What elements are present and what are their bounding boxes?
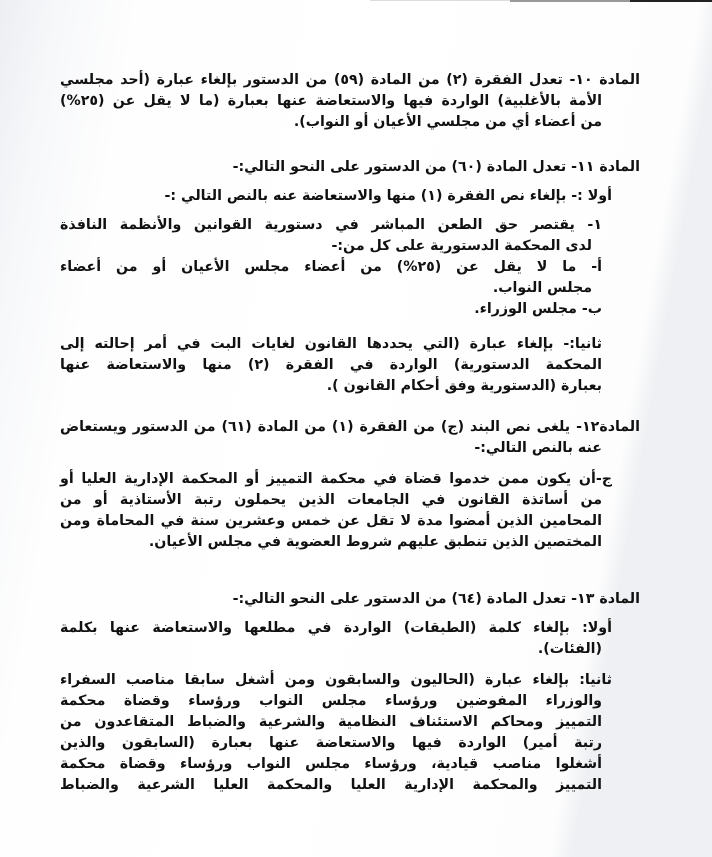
article-12-heading: عنه بالنص التالي:- [474, 440, 602, 456]
document-body [60, 70, 640, 796]
article-12-item-j: ج-أن يكون ممن خدموا قضاة في محكمة التمييز أو المحكمة الإدارية العليا أو [60, 471, 612, 487]
article-11-heading: المادة ١١- تعدل المادة (٦٠) من الدستور على النحو التالي:- [232, 159, 640, 175]
article-13-second: ثانيا: بإلغاء عبارة (الحاليون والسابقون ومن أشغل سابقا مناصب السفراء [60, 672, 612, 688]
article-10 [60, 70, 640, 133]
article-11-first: أولا :- بإلغاء نص الفقرة (١) منها والاستعاضة عنه بالنص التالي :- [164, 188, 612, 204]
article-13-heading: المادة ١٣- تعدل المادة (٦٤) من الدستور على النحو التالي:- [232, 591, 640, 607]
scan-edge [370, 0, 712, 2]
article-11-item-b: ب- مجلس الوزراء. [474, 301, 602, 317]
article-12-item-j: المختصين الذين تنطبق عليهم شروط العضوية في مجلس الأعيان. [148, 534, 602, 550]
article-11-second: بعبارة (الدستورية وفق أحكام القانون ). [326, 378, 602, 394]
article-13-first: (الفئات). [537, 641, 602, 657]
article-10-line: من أعضاء أي من مجلسي الأعيان أو النواب). [293, 114, 602, 130]
article-11-item-a: مجلس النواب. [492, 280, 592, 296]
article-12-item-j: المحامين الذين أمضوا مدة لا تقل عن خمس وعشرين سنة في المحاماة ومن [60, 513, 602, 529]
article-10-line: الأمة بالأغلبية) الواردة فيها والاستعاضة عنها بعبارة (ما لا يقل عن (٢٥%) [60, 93, 602, 109]
article-12-heading: المادة١٢- يلغى نص البند (ج) من الفقرة (١) من المادة (٦١) من الدستور ويستعاض [60, 419, 640, 435]
article-12 [60, 417, 640, 553]
article-11-second: المحكمة الدستورية) الواردة في الفقرة (٢) منها والاستعاضة عنها [60, 357, 602, 373]
article-13-second: والوزراء المفوضين ورؤساء مجلس النواب ورؤساء وقضاة محكمة [60, 693, 602, 709]
article-10-line: المادة ١٠- تعدل الفقرة (٢) من المادة (٥٩) من الدستور بإلغاء عبارة (أحد مجلسي [60, 72, 640, 88]
article-11-item-1: لدى المحكمة الدستورية على كل من:- [331, 238, 592, 254]
article-11-second: ثانيا:- بإلغاء عبارة (التي يحددها القانون لغايات البت في أمر إحالته إلى [60, 336, 602, 352]
article-12-item-j: من أساتذة القانون في الجامعات الذين يحملون رتبة الأستاذية أو من [60, 492, 602, 508]
article-13-second: التمييز ومحاكم الاستئناف النظامية والشرعية والضباط المتقاعدون من [60, 714, 602, 730]
article-11 [60, 157, 640, 397]
article-13-second: رتبة أمير) الواردة فيها والاستعاضة عنها بعبارة (السابقون والذين [60, 735, 602, 751]
article-13 [60, 589, 640, 796]
article-11-item-1: ١- يقتصر حق الطعن المباشر في دستورية القوانين والأنظمة النافذة [60, 217, 602, 233]
article-13-second: أشغلوا مناصب قيادية، ورؤساء مجلس النواب ورؤساء وقضاة محكمة [60, 756, 602, 772]
article-13-first: أولا: بإلغاء كلمة (الطبقات) الواردة في مطلعها والاستعاضة عنها بكلمة [60, 620, 612, 636]
article-13-second: التمييز والمحكمة الإدارية العليا والمحكمة العليا الشرعية والضباط [60, 777, 602, 793]
article-11-item-a: أ- ما لا يقل عن (٢٥%) من أعضاء مجلس الأعيان أو من أعضاء [60, 259, 602, 275]
